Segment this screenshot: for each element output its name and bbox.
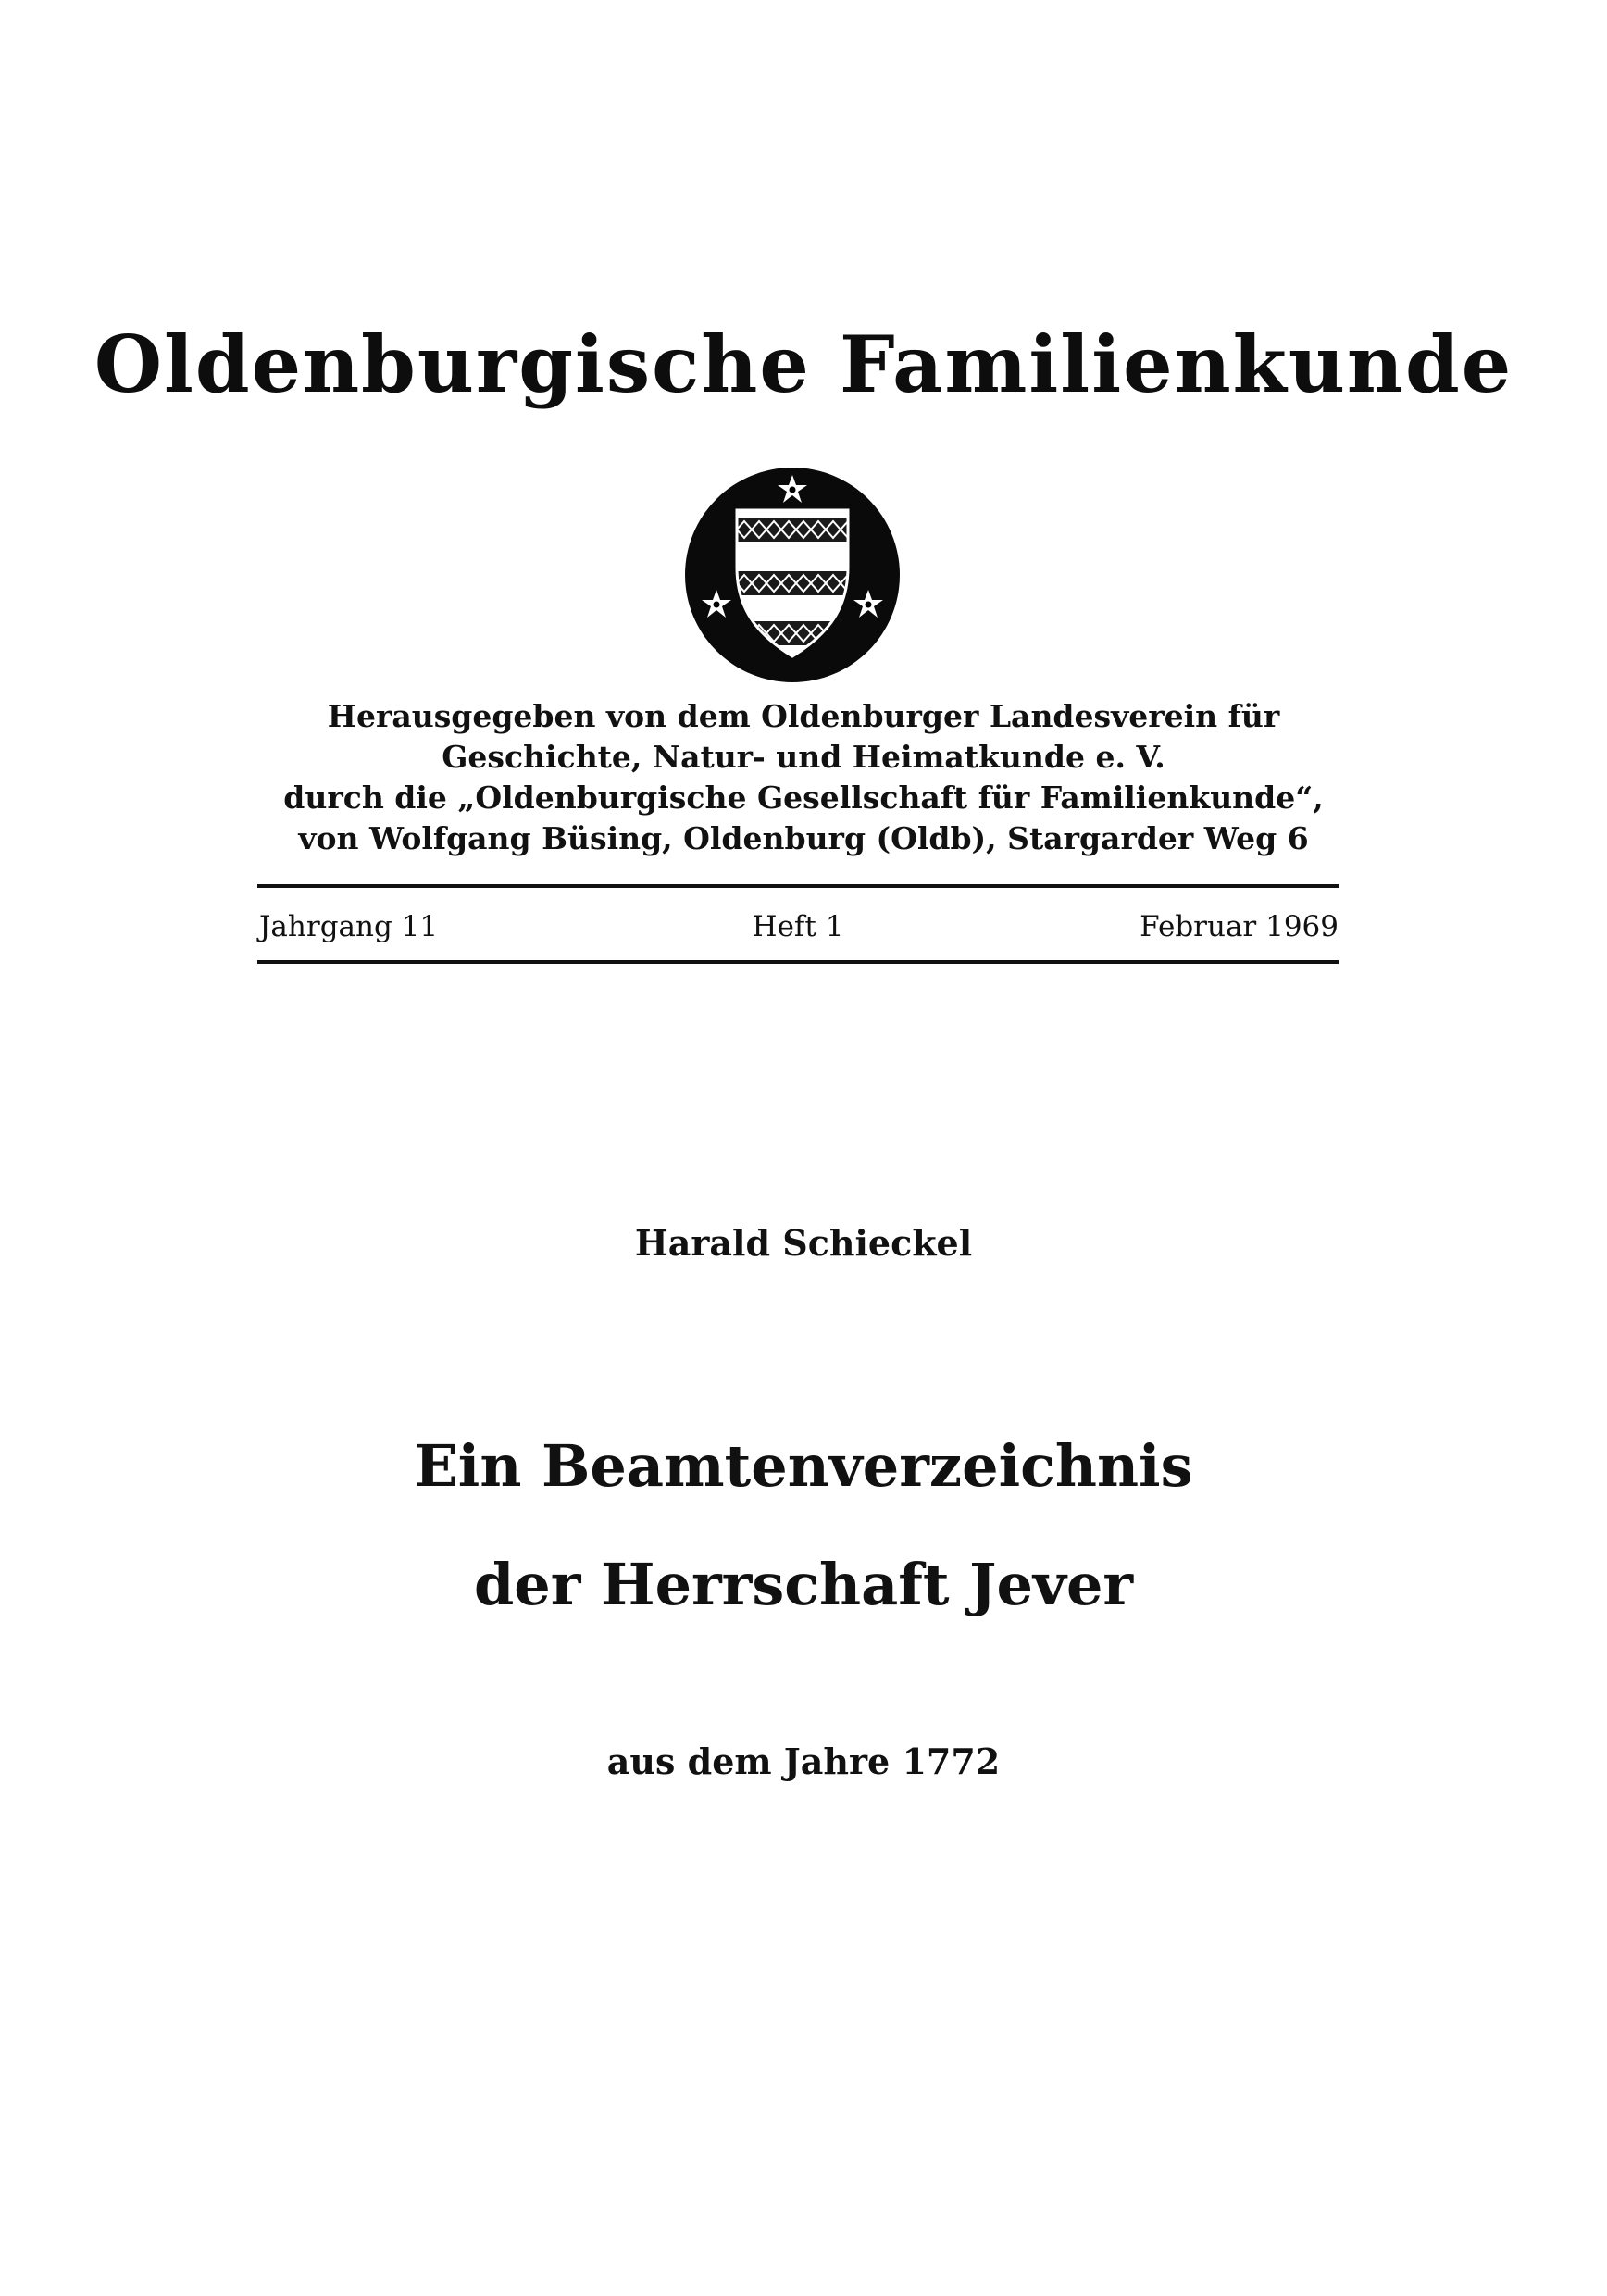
coat-of-arms-emblem (683, 466, 902, 684)
divider-bottom (257, 960, 1339, 964)
issue-volume: Jahrgang 11 (259, 910, 439, 943)
article-title (0, 1407, 1607, 1644)
publisher-line: von Wolfgang Büsing, Oldenburg (Oldb), Stargarder Weg 6 (298, 820, 1309, 856)
divider-top (257, 884, 1339, 888)
publisher-info (0, 696, 1607, 859)
article-title-line: der Herrschaft Jever (473, 1551, 1134, 1618)
journal-title: Oldenburgische Familienkunde (93, 318, 1514, 410)
article-subtitle: aus dem Jahre 1772 (606, 1741, 1001, 1782)
publisher-line: Herausgegeben von dem Oldenburger Landesverein für (327, 698, 1280, 734)
issue-info-row (257, 904, 1339, 950)
publisher-line: Geschichte, Natur- und Heimatkunde e. V. (442, 739, 1165, 775)
issue-date: Februar 1969 (1140, 910, 1339, 943)
issue-number: Heft 1 (752, 910, 844, 943)
article-author: Harald Schieckel (634, 1222, 973, 1264)
article-title-line: Ein Beamtenverzeichnis (414, 1432, 1193, 1500)
publisher-line: durch die „Oldenburgische Gesellschaft für Familienkunde“, (283, 780, 1324, 816)
